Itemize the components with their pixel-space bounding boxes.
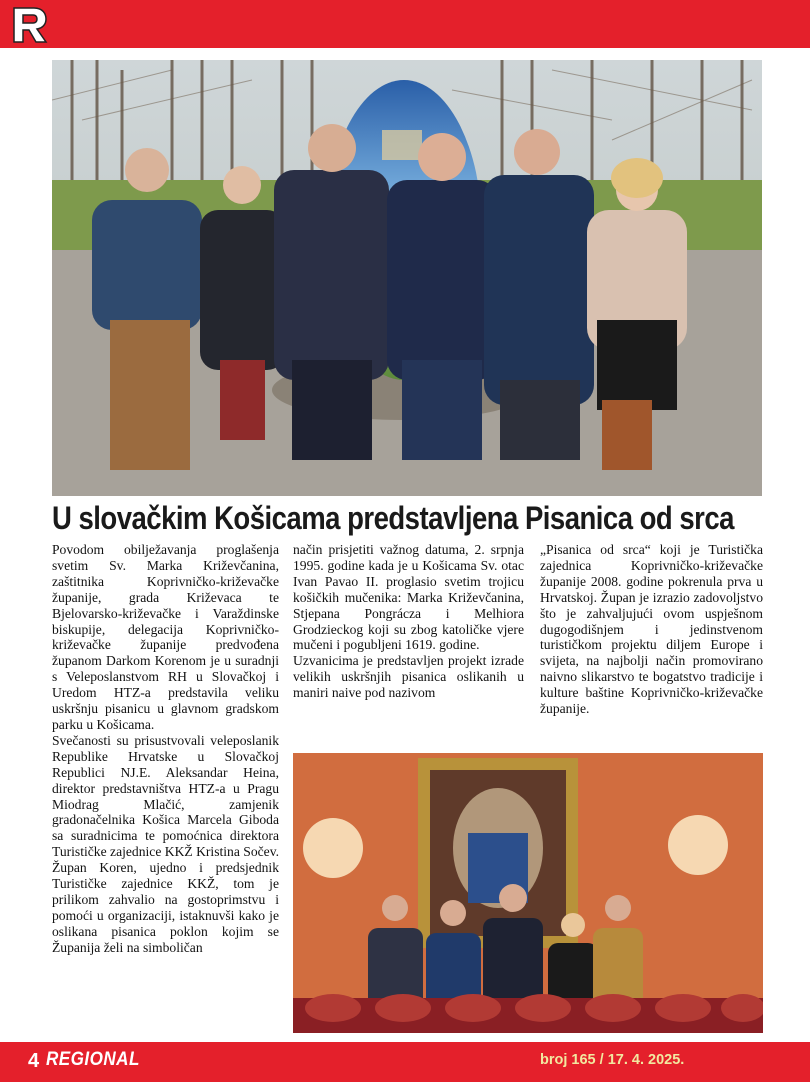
issue-info: broj 165 / 17. 4. 2025. [540, 1052, 685, 1068]
text-column-3 [540, 542, 763, 717]
paragraph-2: Svečanosti su prisustvovali veleposlanik Republike Hrvatske u Slovačkoj Republici NJ.E. Aleksandar Heina, direktor predstavništva HTZ-a u Pragu Miodrag Mlačić, zamjenik gradonačelnika Košica Marcela Giboda sa suradnicima te pomoćnica direktora Turističke zajednice KKŽ Kristina Sočev. [52, 732, 280, 860]
paragraph-5: Uzvanicima je predstavljen projekt izrade velikih uskršnjih pisanica oslikanih u maniri naive pod nazivom [293, 653, 524, 701]
paragraph-1: Povodom obilježavanja proglašenja svetim Sv. Marka Križevčanina, zaštitnika Koprivničko-križevačke županije, grada Križevaca te Bjelovarsko-križevačke i Varaždinske biskupije, delegacija Koprivničko-križevačke županije predvođena županom Darkom Korenom je u suradnji s Veleposlanstvom RH u Slovačkoj i Uredom HTZ-a predstavila veliku uskršnju pisanicu u glavnom gradskom parku u Košicama. [52, 542, 279, 732]
article-headline: U slovačkim Košicama predstavljena Pisanica od srca [52, 500, 734, 536]
top-banner [0, 0, 810, 48]
brand-logo: REGIONAL [46, 1049, 140, 1070]
paragraph-3: Župan Koren, ujedno i predsjednik Turističke zajednice KKŽ, tom je prilikom zahvalio na gostoprimstvu i pomoći u organizaciji, istaknuvši kako je oslikana pisanica poklon kojim se Županija želi na simboličan [52, 860, 279, 955]
regional-r-logo-icon [8, 4, 48, 44]
text-column-1 [52, 542, 279, 956]
park-group-photo [52, 60, 762, 496]
page-number: 4 [28, 1050, 40, 1072]
paragraph-6: „Pisanica od srca“ koji je Turistička zajednica Koprivničko-križevačke županije 2008. godine pokrenula prva u Hrvatskoj. Župan je izrazio zadovoljstvo što je zahvaljujući ovom uspješnom dugogodišnjem i jedinstvenom turističkom projektu diljem Europe i svijeta, na najbolji način promovirano naivno slikarstvo te bogatstvo tradicije i kulture baštine Koprivničko-križevačke županije. [540, 542, 763, 717]
reception-hall-photo [293, 753, 763, 1033]
text-column-2 [293, 542, 524, 701]
paragraph-4: način prisjetiti važnog datuma, 2. srpnja 1995. godine kada je u Košicama Sv. otac Ivan Pavao II. proglasio svetim trojicu košičkih mučenika: Marka Križevčanina, Stjepana Pongrácza i Melhiora Grodzieckog koji su zbog katoličke vjere mučeni i pogubljeni 1619. godine. [293, 542, 524, 653]
